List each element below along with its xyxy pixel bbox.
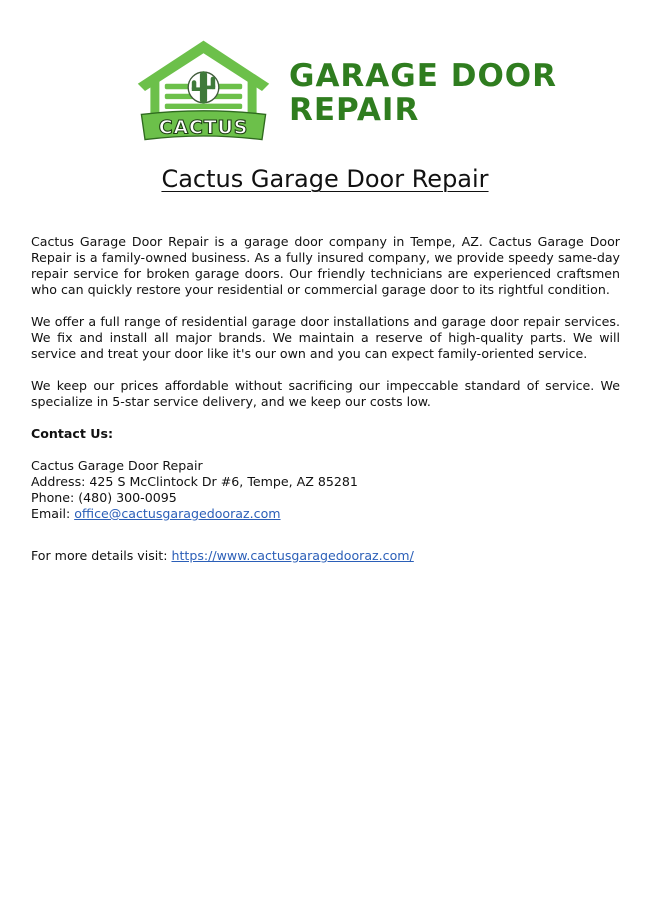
cactus-house-logo-icon <box>136 37 271 145</box>
logo-line-1: GARAGE DOOR <box>289 58 558 94</box>
visit-line <box>31 548 620 564</box>
contact-heading: Contact Us: <box>31 426 114 441</box>
page-title: Cactus Garage Door Repair <box>161 165 489 193</box>
document-body <box>31 234 620 564</box>
intro-paragraph: Cactus Garage Door Repair is a garage door company in Tempe, AZ. Cactus Garage Door Repair is a family-owned business. As a fully insured company, we provide speedy same-day repair service for broken garage doors. Our friendly technicians are experienced craftsmen who can quickly restore your residential or commercial garage door to its rightful condition. <box>31 234 620 297</box>
contact-block <box>31 458 620 522</box>
pricing-paragraph: We keep our prices affordable without sacrificing our impeccable standard of service. We specialize in 5-star service delivery, and we keep our costs low. <box>31 378 620 409</box>
email-link[interactable]: office@cactusgaragedooraz.com <box>74 506 281 521</box>
logo-wordmark <box>289 59 557 127</box>
contact-address: Address: 425 S McClintock Dr #6, Tempe, AZ 85281 <box>31 474 358 489</box>
email-label: Email: <box>31 506 75 521</box>
contact-email-line <box>31 506 620 522</box>
services-paragraph: We offer a full range of residential garage door installations and garage door repair services. We fix and install all major brands. We maintain a reserve of high-quality parts. We will service and treat your door like it's our own and you can expect family-oriented service. <box>31 314 620 361</box>
contact-company: Cactus Garage Door Repair <box>31 458 203 473</box>
logo-line-2: REPAIR <box>289 92 420 128</box>
company-logo <box>136 36 576 146</box>
website-link[interactable]: https://www.cactusgaragedooraz.com/ <box>171 548 414 563</box>
visit-label: For more details visit: <box>31 548 172 563</box>
svg-text:CACTUS: CACTUS <box>158 116 249 139</box>
contact-phone: Phone: (480) 300-0095 <box>31 490 177 505</box>
